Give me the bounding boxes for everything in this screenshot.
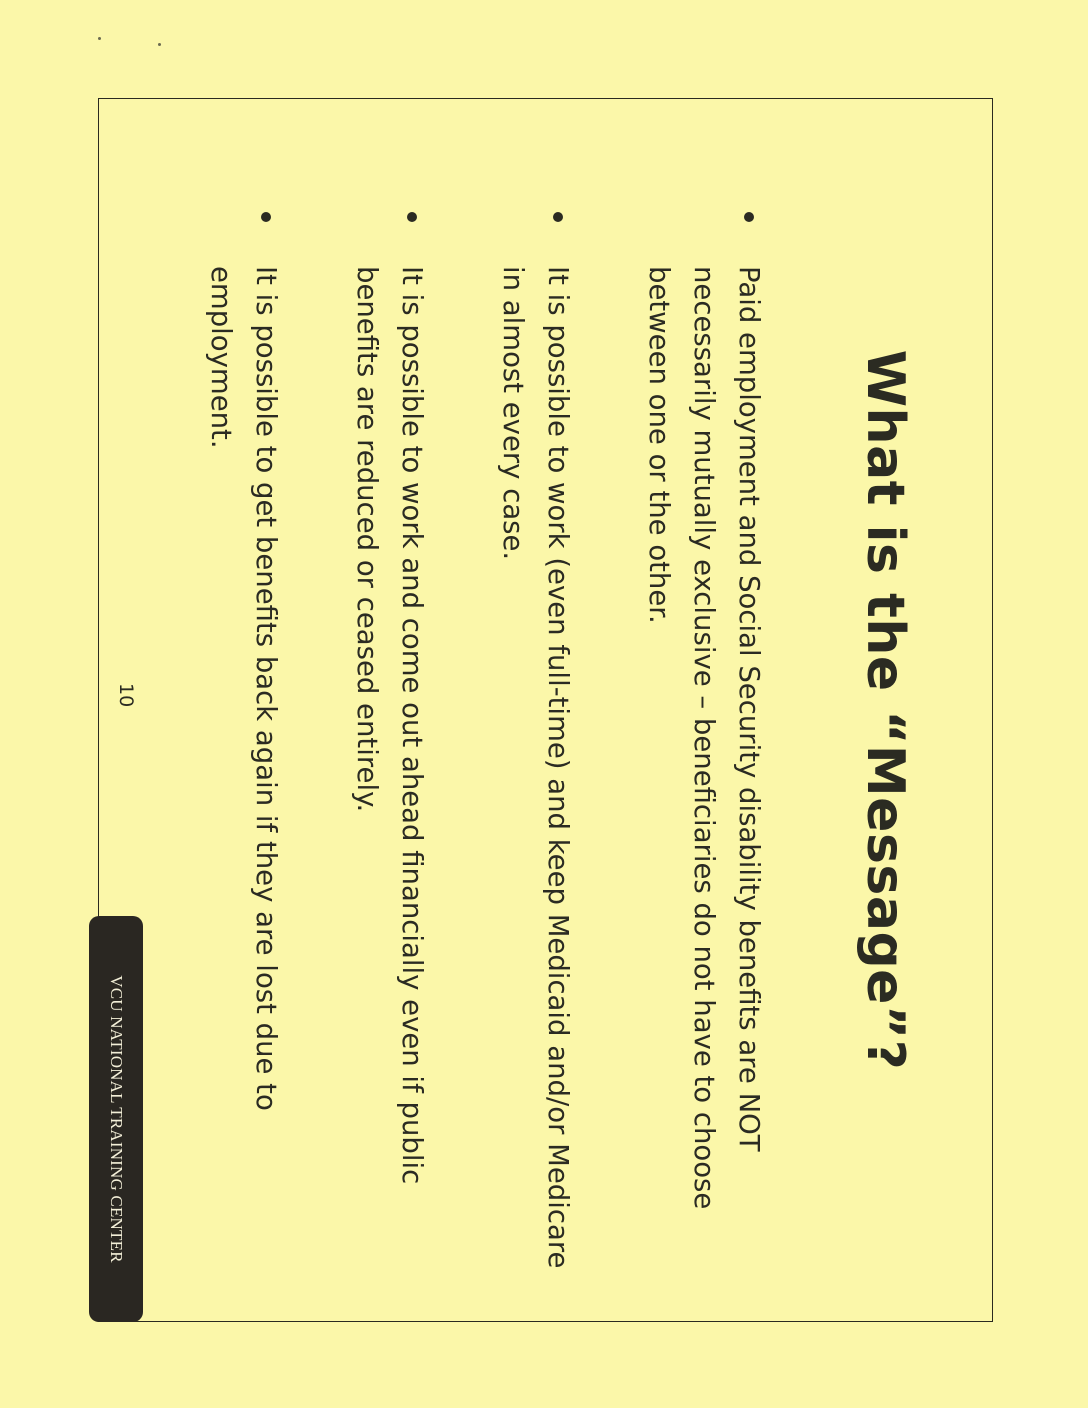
page-number: 10 <box>115 683 137 708</box>
bullet-text: It is possible to get benefits back again if they are lost due to employment. <box>205 266 282 1111</box>
bullet-text: Paid employment and Social Security disability benefits are NOT necessarily mutually exclusive – beneficiaries do not have to choose between one or the other. <box>643 266 765 1210</box>
footer-badge <box>89 916 143 1322</box>
bullet-item <box>636 206 771 1286</box>
bullet-text: It is possible to work and come out ahead financially even if public benefits are reduced or ceased entirely. <box>351 266 428 1185</box>
bullet-dot-icon <box>744 212 754 222</box>
footer-badge-label: VCU NATIONAL TRAINING CENTER <box>107 975 126 1263</box>
bullet-text: It is possible to work (even full-time) and keep Medicaid and/or Medicare in almost every case. <box>497 266 574 1269</box>
bullet-dot-icon <box>553 212 563 222</box>
bullet-item <box>344 206 434 1286</box>
bullet-dot-icon <box>407 212 417 222</box>
scan-speck <box>158 43 161 46</box>
bullet-list <box>142 206 771 1286</box>
slide-title: What is the “Message”? <box>855 349 915 1071</box>
bullet-item <box>198 206 288 1286</box>
scan-speck <box>98 37 101 40</box>
bullet-item <box>490 206 580 1286</box>
slide-content <box>98 98 993 1322</box>
bullet-dot-icon <box>261 212 271 222</box>
